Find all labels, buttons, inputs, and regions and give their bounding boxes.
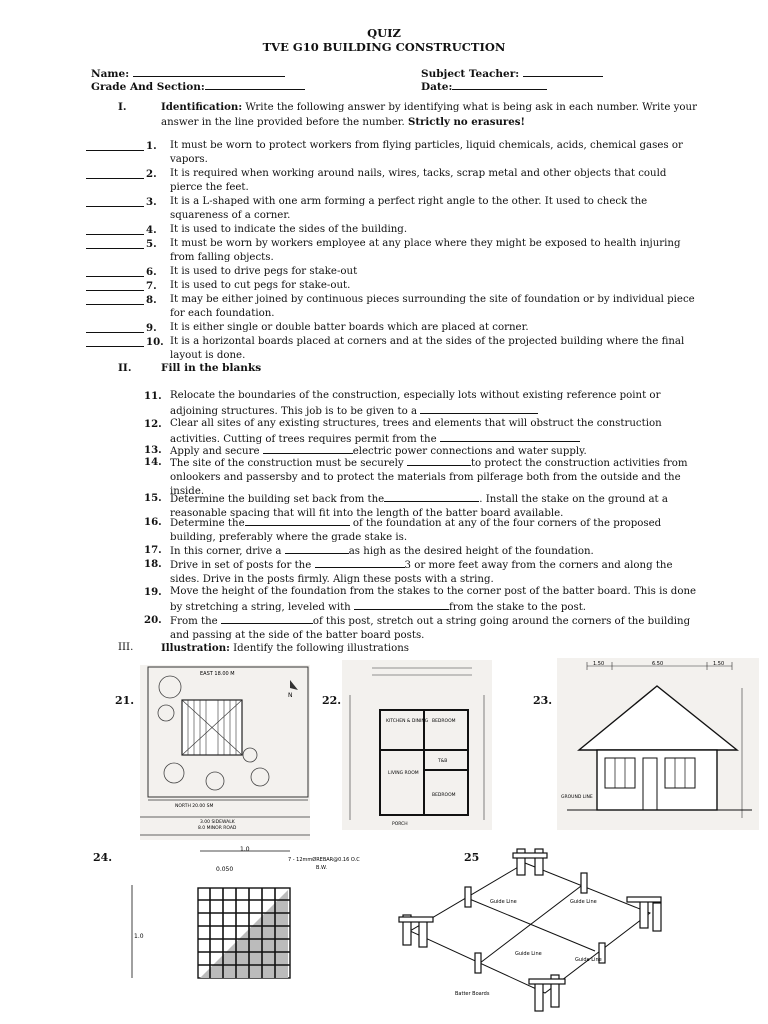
item-number: 6. — [146, 266, 157, 278]
rebar-dim-top: 1.0 — [240, 846, 250, 853]
teacher-row — [421, 66, 603, 80]
site-plan-illustration — [140, 665, 310, 840]
fill-blank[interactable] — [221, 613, 313, 624]
item-number: 9. — [146, 322, 157, 334]
fig23-number: 23. — [533, 694, 553, 707]
item-text: It is used to drive pegs for stake-out — [170, 266, 358, 277]
item-number: 3. — [146, 196, 157, 208]
answer-blank[interactable] — [86, 304, 144, 305]
item-text — [170, 515, 700, 545]
item-text — [170, 613, 700, 643]
item-text: It is used to cut pegs for stake-out. — [170, 280, 351, 291]
batter-guide-line-1: Guide Line — [490, 899, 517, 905]
item-text-after: to protect the construction activities from onlookers and passersby and to protect the materials from pilferage both from the outside and the inside. — [170, 458, 688, 497]
fill-blank[interactable] — [245, 515, 350, 526]
item-number: 16. — [144, 516, 162, 528]
answer-blank[interactable] — [86, 248, 144, 249]
item-text-after: of this post, stretch out a string going around the corners of the building and passing at the side of the batter board posts. — [170, 616, 691, 641]
section3-text: Identify the following illustrations — [229, 643, 410, 654]
rebar-detail-illustration — [120, 843, 360, 1003]
name-field[interactable] — [133, 66, 285, 77]
answer-blank[interactable] — [86, 150, 144, 151]
site-plan-east-label: EAST 18.00 M — [200, 671, 235, 677]
item-number: 15. — [144, 492, 162, 504]
item-text-before: The site of the construction must be securely — [170, 458, 407, 469]
batter-guide-line-3: Guide Line — [515, 951, 542, 957]
item-number: 10. — [146, 336, 164, 348]
section1-heading: Identification: — [161, 101, 243, 113]
fig21-number: 21. — [115, 694, 135, 707]
answer-blank[interactable] — [86, 178, 144, 179]
item-number: 2. — [146, 168, 157, 180]
rebar-bw-label: B.W. — [316, 865, 327, 871]
fill-blank[interactable] — [315, 557, 405, 568]
fig22-number: 22. — [322, 694, 342, 707]
item-number: 13. — [144, 444, 162, 456]
item-text-after: from the stake to the post. — [449, 602, 587, 613]
item-text-before: Determine the building set back from the — [170, 494, 385, 505]
item-number: 14. — [144, 456, 162, 468]
fill-blank[interactable] — [354, 599, 449, 610]
teacher-label: Subject Teacher: — [421, 68, 520, 80]
grade-label: Grade And Section: — [91, 81, 205, 93]
floor-plan-living-label: LIVING ROOM — [388, 771, 419, 776]
batter-guide-line-4: Guide Line — [575, 957, 602, 963]
item-number: 12. — [144, 418, 162, 430]
section2-heading: Fill in the blanks — [161, 362, 262, 374]
item-text-after: . Install the stake on the ground at a reasonable spacing that will fit into the length of the batter board available. — [170, 494, 668, 519]
fill-blank[interactable] — [407, 455, 471, 466]
item-text-before: Determine the — [170, 518, 245, 529]
item-text-after: as high as the desired height of the foundation. — [348, 546, 594, 557]
fill-blank[interactable] — [440, 431, 580, 442]
item-number: 4. — [146, 224, 157, 236]
item-text: It is required when working around nails, wires, tacks, scrap metal and other objects that could pierce the feet. — [170, 168, 667, 193]
floor-plan-kitchen-label: KITCHEN & DINING — [386, 719, 429, 724]
answer-blank[interactable] — [86, 290, 144, 291]
item-text-before: Move the height of the foundation from the stakes to the corner post of the batter board. This is done by stretching a string, leveled with — [170, 586, 697, 613]
item-text: It is used to indicate the sides of the building. — [170, 224, 408, 235]
batter-guide-line-2: Guide Line — [570, 899, 597, 905]
section3-heading: Illustration: — [161, 642, 230, 654]
item-number: 19. — [144, 586, 162, 598]
item-text-before: In this corner, drive a — [170, 546, 285, 557]
fill-blank[interactable] — [384, 491, 479, 502]
floor-plan-bedroom2-label: BEDROOM — [432, 793, 456, 798]
elevation-dim-left: 1.50 — [593, 661, 605, 667]
item-text-before: Drive in set of posts for the — [170, 560, 315, 571]
section1-emphasis: Strictly no erasures! — [407, 116, 525, 128]
item-text-before: From the — [170, 616, 221, 627]
elevation-dim-right: 1.50 — [713, 661, 725, 667]
item-number: 7. — [146, 280, 157, 292]
item-text — [170, 585, 700, 615]
floor-plan-bedroom1-label: BEDROOM — [432, 719, 456, 724]
item-text: It is either single or double batter boards which are placed at corner. — [170, 322, 529, 333]
item-number: 17. — [144, 544, 162, 556]
item-number: 8. — [146, 294, 157, 306]
answer-blank[interactable] — [86, 206, 144, 207]
item-text: It may be either joined by continuous pieces surrounding the site of foundation or by individual piece for each foundation. — [170, 294, 695, 319]
fill-blank[interactable] — [285, 543, 349, 554]
answer-blank[interactable] — [86, 234, 144, 235]
item-text: It must be worn to protect workers from flying particles, liquid chemicals, acids, chemical gases or vapors. — [170, 140, 683, 165]
item-text-after: electric power connections and water supply. — [352, 446, 587, 457]
item-number: 18. — [144, 558, 162, 570]
item-text — [170, 389, 700, 419]
item-text-before: Clear all sites of any existing structures, trees and elements that will obstruct the construction activities. Cutting of trees requires permit from the — [170, 418, 662, 445]
date-label: Date: — [421, 81, 453, 93]
fill-blank[interactable] — [420, 403, 538, 414]
answer-blank[interactable] — [86, 276, 144, 277]
item-text-after: of the foundation at any of the four corners of the proposed building, preferably where the grade stake is. — [170, 518, 662, 543]
item-number: 5. — [146, 238, 157, 250]
item-number: 20. — [144, 614, 162, 626]
answer-blank[interactable] — [86, 346, 144, 347]
section1-text: Write the following answer by identifying what is being ask in each number. Write your answer in the line provided before the number. — [161, 102, 697, 128]
floor-plan-toilet-label: T&B — [438, 759, 448, 764]
item-text-after: 3 or more feet away from the corners and along the sides. Drive in the posts firmly. Align these posts with a string. — [170, 560, 673, 585]
fill-blank[interactable] — [263, 443, 353, 454]
section1-instruction — [161, 100, 701, 130]
site-plan-north-label: NORTH 20.00 SM — [175, 804, 214, 809]
rebar-spec-label: 7 - 12mmØREBAR@0.16 O.C — [288, 857, 360, 863]
section3-instruction-line — [161, 641, 409, 656]
date-row — [421, 79, 547, 93]
batter-board-illustration — [395, 843, 665, 1013]
grade-row — [91, 79, 305, 93]
name-row — [91, 66, 285, 80]
batter-boards-label: Batter Boards — [455, 991, 490, 997]
quiz-title: QUIZ — [367, 26, 401, 40]
answer-blank[interactable] — [86, 332, 144, 333]
grade-field[interactable] — [205, 79, 305, 90]
name-label: Name: — [91, 68, 130, 80]
elevation-dim-center: 6.50 — [652, 661, 664, 667]
item-text: It is a L-shaped with one arm forming a perfect right angle to the other. It used to check the squareness of a corner. — [170, 196, 648, 221]
item-text-before: Apply and secure — [170, 446, 263, 457]
item-number: 11. — [144, 390, 162, 402]
elevation-ground-label: GROUND LINE — [561, 795, 593, 800]
floor-plan-illustration — [342, 660, 492, 830]
rebar-dim-side: 1.0 — [134, 933, 144, 940]
item-text — [170, 557, 700, 587]
item-text: It is a horizontal boards placed at corners and at the sides of the projected building where the final layout is done. — [170, 336, 685, 361]
item-text-before: Relocate the boundaries of the construction, especially lots without existing reference point or adjoining structures. This job is to be given to a — [170, 390, 661, 417]
quiz-subtitle: TVE G10 BUILDING CONSTRUCTION — [262, 40, 506, 54]
date-field[interactable] — [452, 79, 547, 90]
section1-numeral: I. — [118, 101, 127, 113]
teacher-field[interactable] — [523, 66, 603, 77]
section3-numeral: III. — [118, 642, 134, 653]
section2-numeral: II. — [118, 362, 132, 374]
site-plan-road-label: 8.0 MINOR ROAD — [198, 826, 237, 831]
svg-text:N: N — [288, 692, 293, 699]
site-plan-sidewalk-label: 3.00 SIDEWALK — [200, 820, 235, 825]
rebar-offset: 0.050 — [216, 866, 234, 873]
item-number: 1. — [146, 140, 157, 152]
item-text: It must be worn by workers employee at any place where they might be exposed to health injuring from falling objects. — [170, 238, 681, 263]
fig24-number: 24. — [93, 851, 113, 864]
fig25-number: 25 — [464, 851, 480, 864]
elevation-illustration — [557, 658, 759, 830]
floor-plan-porch-label: PORCH — [392, 822, 408, 827]
